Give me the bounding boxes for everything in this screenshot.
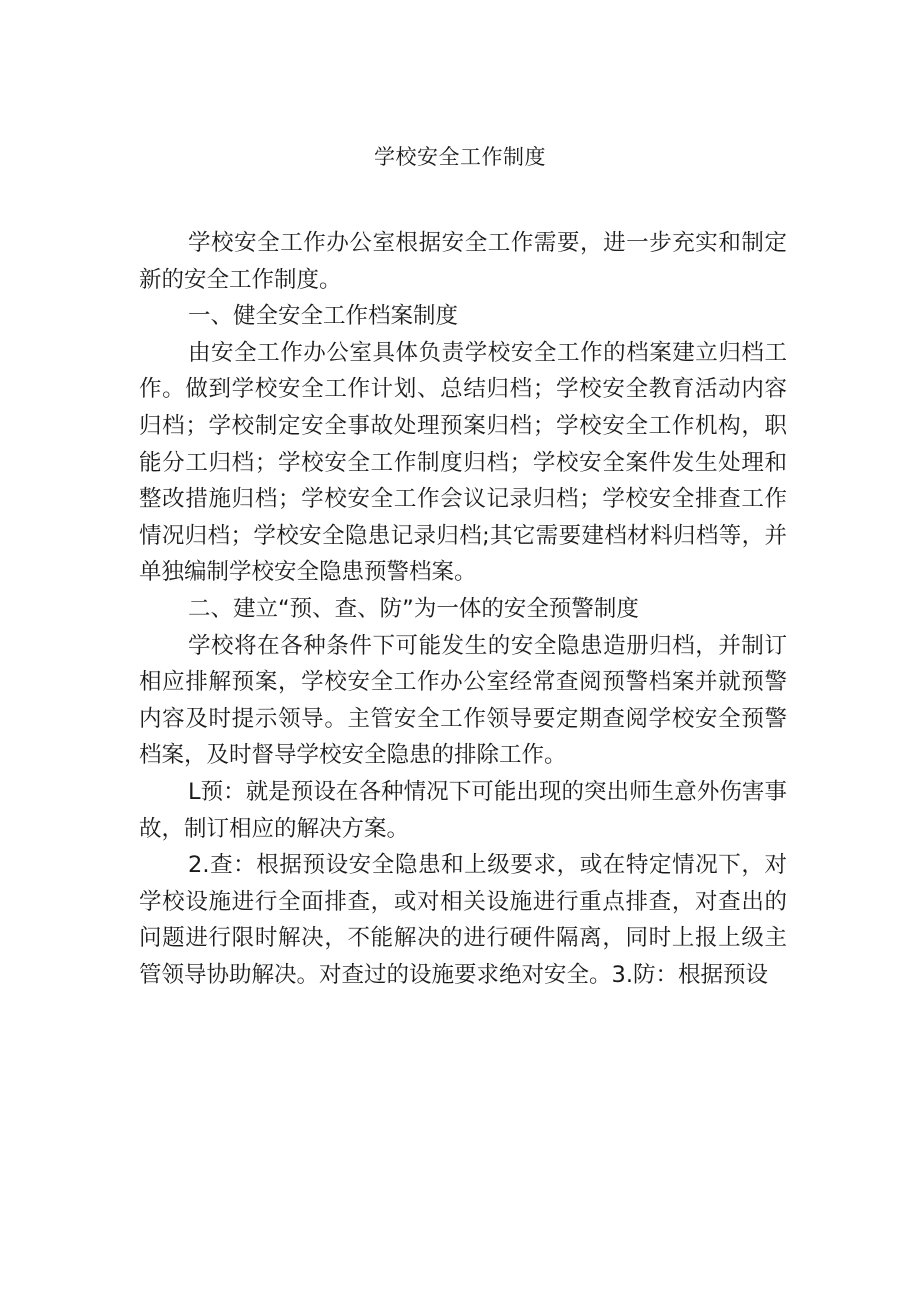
item-2-paragraph: 2.查：根据预设安全隐患和上级要求，或在特定情况下，对学校设施进行全面排查，或对相关设施进行重点排查，对查出的问题进行限时解决，不能解决的进行硬件隔离，同时上报上级主管领导协助解决。对查过的设施要求绝对安全。3.防：根据预设 xyxy=(139,852,787,988)
document-body xyxy=(139,225,787,993)
section-heading-2: 二、建立“预、查、防”为一体的安全预警制度 xyxy=(188,595,639,622)
section-1-paragraph: 由安全工作办公室具体负责学校安全工作的档案建立归档工作。做到学校安全工作计划、总结归档；学校安全教育活动内容归档；学校制定安全事故处理预案归档；学校安全工作机构，职能分工归档；学校安全工作制度归档；学校安全案件发生处理和整改措施归档；学校安全工作会议记录归档；学校安全排查工作情况归档；学校安全隐患记录归档;其它需要建档材料归档等，并单独编制学校安全隐患预警档案。 xyxy=(139,339,787,586)
section-heading-1: 一、健全安全工作档案制度 xyxy=(188,303,459,330)
section-2-paragraph: 学校将在各种条件下可能发生的安全隐患造册归档，并制订相应排解预案，学校安全工作办公室经常查阅预警档案并就预警内容及时提示领导。主管安全工作领导要定期查阅学校安全预警档案，及时督导学校安全隐患的排除工作。 xyxy=(139,632,787,769)
item-1-paragraph: L预：就是预设在各种情况下可能出现的突出师生意外伤害事故，制订相应的解决方案。 xyxy=(139,778,787,842)
document-title: 学校安全工作制度 xyxy=(374,145,546,169)
intro-paragraph: 学校安全工作办公室根据安全工作需要，进一步充实和制定新的安全工作制度。 xyxy=(139,230,787,293)
